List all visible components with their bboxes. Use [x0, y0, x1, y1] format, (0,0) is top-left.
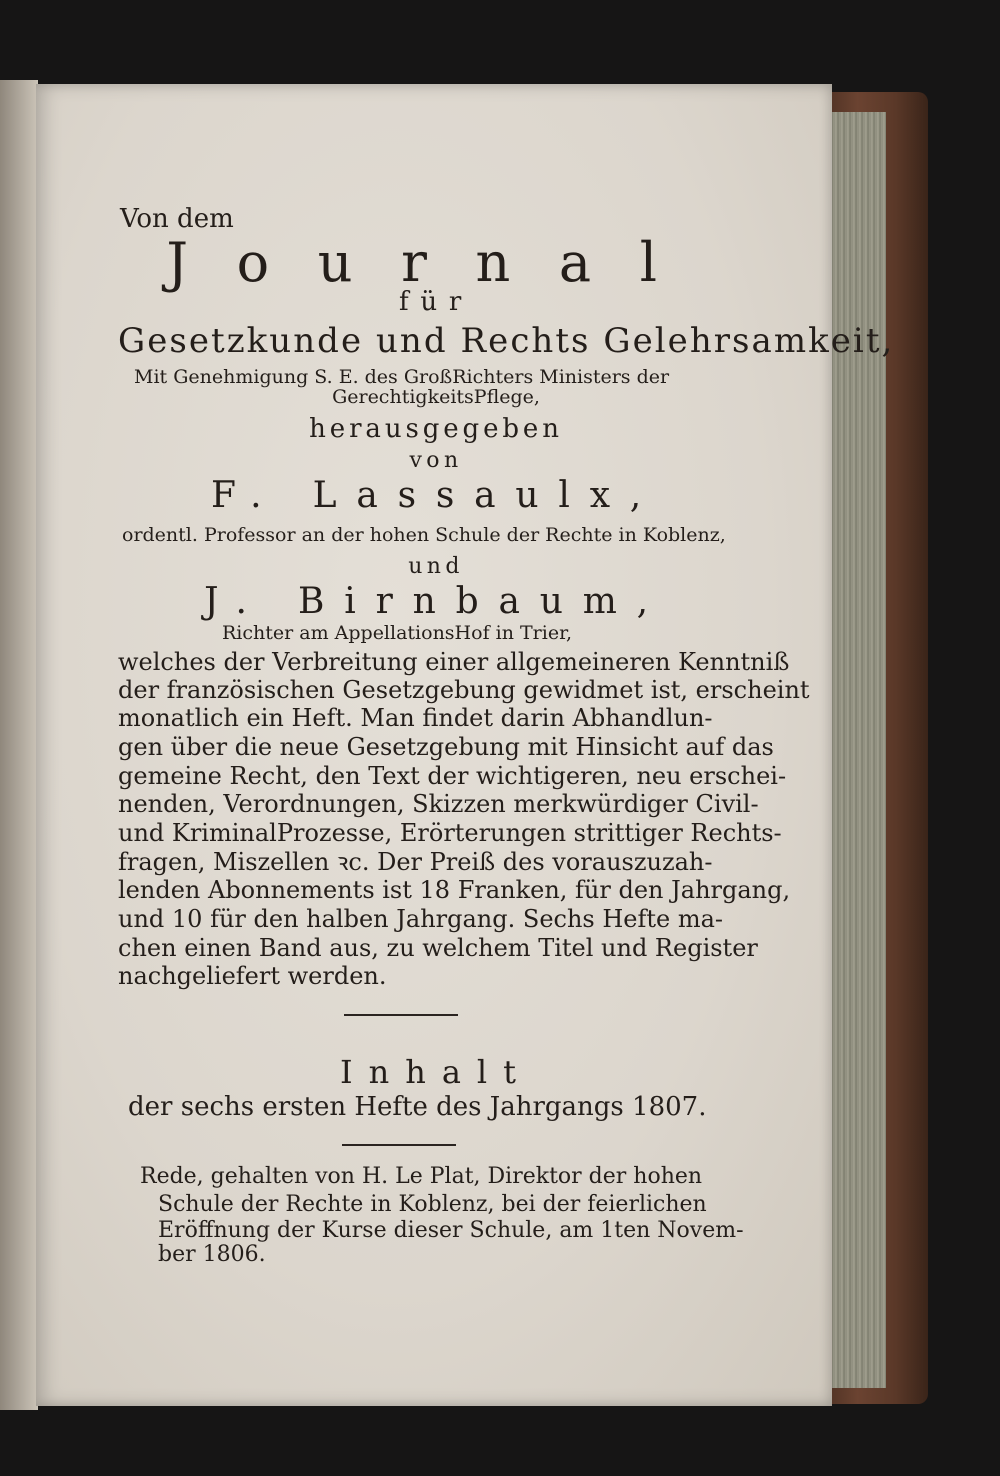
herausgegeben: herausgegeben: [309, 414, 563, 444]
divider-rule: [342, 1144, 456, 1146]
divider-rule: [344, 1014, 458, 1016]
von-word: von: [409, 448, 463, 473]
body-line: chen einen Band aus, zu welchem Titel und Register: [118, 934, 758, 962]
body-line: lenden Abonnements ist 18 Franken, für den Jahrgang,: [118, 876, 791, 904]
editor-1-title: ordentl. Professor an der hohen Schule der Rechte in Koblenz,: [122, 524, 726, 546]
und-word: und: [408, 554, 464, 579]
editor-1-name: F. Lassaulx,: [210, 475, 662, 516]
main-title: Gesetzkunde und Rechts Gelehrsamkeit,: [118, 321, 895, 361]
body-line: der französischen Gesetzgebung gewidmet ist, erscheint: [118, 676, 810, 704]
facing-page-edge: [0, 80, 38, 1410]
contents-entry-line: ber 1806.: [158, 1242, 266, 1267]
editor-2-name: J. Birnbaum,: [204, 581, 668, 622]
body-line: nachgeliefert werden.: [118, 962, 387, 990]
body-line: welches der Verbreitung einer allgemeineren Kenntniß: [118, 648, 790, 676]
body-line: gen über die neue Gesetzgebung mit Hinsicht auf das: [118, 733, 774, 761]
contents-subheading: der sechs ersten Hefte des Jahrgangs 1807.: [128, 1092, 707, 1122]
contents-entry-line: Eröffnung der Kurse dieser Schule, am 1ten Novem-: [158, 1218, 744, 1243]
approval-line-1: Mit Genehmigung S. E. des GroßRichters Ministers der: [134, 366, 670, 388]
body-line: monatlich ein Heft. Man findet darin Abhandlun-: [118, 704, 713, 732]
body-line: nenden, Verordnungen, Skizzen merkwürdiger Civil-: [118, 790, 759, 818]
body-line: und KriminalProzesse, Erörterungen strittiger Rechts-: [118, 819, 782, 847]
book-page: [36, 84, 895, 1406]
contents-entry-line: Schule der Rechte in Koblenz, bei der feierlichen: [158, 1192, 707, 1217]
approval-line-2: GerechtigkeitsPflege,: [332, 386, 540, 408]
page-fore-edge: [828, 112, 886, 1388]
contents-heading: Inhalt: [339, 1053, 533, 1091]
fuer-word: für: [399, 287, 473, 317]
contents-entry-line: Rede, gehalten von H. Le Plat, Direktor der hohen: [140, 1164, 703, 1189]
von-dem: Von dem: [120, 204, 234, 234]
journal-title: Journal: [166, 231, 706, 294]
body-line: gemeine Recht, den Text der wichtigeren, neu erschei-: [118, 762, 787, 790]
editor-2-title: Richter am AppellationsHof in Trier,: [222, 622, 573, 644]
body-line: fragen, Miszellen ꝛc. Der Preiß des vorauszuzah-: [118, 848, 713, 876]
body-line: und 10 für den halben Jahrgang. Sechs Hefte ma-: [118, 905, 724, 933]
